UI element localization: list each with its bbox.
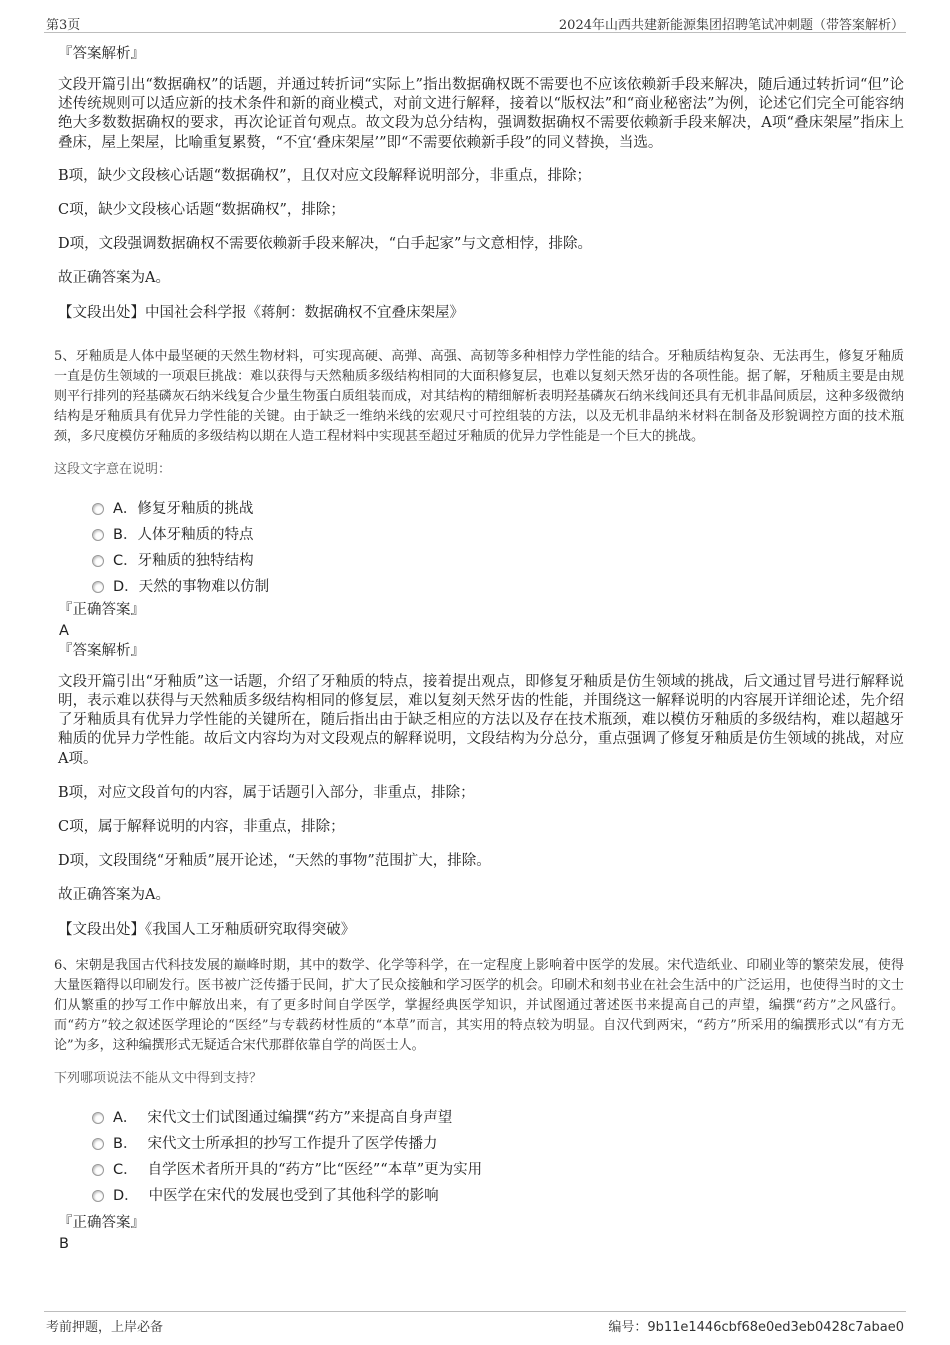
- q6-answer-section: [58, 1213, 904, 1254]
- option-text: 中医学在宋代的发展也受到了其他科学的影响: [148, 1187, 439, 1204]
- question-5: [54, 347, 904, 600]
- option-c[interactable]: [92, 548, 904, 574]
- option-letter: D．: [113, 1187, 139, 1204]
- option-letter: C．: [113, 1161, 138, 1178]
- correct-answer: A: [59, 622, 69, 639]
- analysis-body: 文段开篇引出“牙釉质”这一话题，介绍了牙釉质的特点，接着提出观点，即修复牙釉质是仿生领域的挑战，后文通过冒号进行解释说明，表示难以获得与天然釉质多级结构相同的修复层，难以复刻天然牙齿的性能，并围绕这一解释说明的内容展开详细论述，先介绍了牙釉质具有优异力学性能的关键所在，随后指出由于缺乏相应的方法以及存在技术瓶颈，难以模仿牙釉质的多级结构，难以超越牙釉质的优异力学性能。故后文内容均为对文段观点的解释说明，文段结构为分总分，重点强调了修复牙釉质是仿生领域的挑战，对应A项。: [58, 673, 904, 767]
- question-prompt: 这段文字意在说明：: [54, 461, 172, 477]
- page-header: [44, 10, 906, 33]
- option-a[interactable]: [92, 496, 904, 522]
- option-b[interactable]: [92, 522, 904, 548]
- option-text: 人体牙釉质的特点: [137, 526, 254, 543]
- option-c-note: C项，缺少文段核心话题“数据确权”，排除；: [58, 202, 345, 219]
- option-d[interactable]: [92, 574, 904, 600]
- answer-heading: 『正确答案』: [58, 1214, 145, 1231]
- code-label: 编号：: [608, 1320, 648, 1335]
- option-b-note: B项，对应文段首句的内容，属于话题引入部分，非重点，排除；: [58, 784, 475, 801]
- conclusion: 故正确答案为A。: [58, 270, 170, 287]
- option-c-note: C项，属于解释说明的内容，非重点，排除；: [58, 819, 345, 836]
- answer-heading: 『正确答案』: [58, 601, 145, 618]
- radio-icon[interactable]: [92, 555, 104, 567]
- options-list: [92, 496, 904, 600]
- option-b-note: B项，缺少文段核心话题“数据确权”，且仅对应文段解释说明部分，非重点，排除；: [58, 167, 591, 184]
- q5-answer-section: [58, 600, 904, 940]
- option-a[interactable]: [92, 1105, 904, 1131]
- option-d[interactable]: [92, 1183, 904, 1209]
- option-c[interactable]: [92, 1157, 904, 1183]
- radio-icon[interactable]: [92, 1138, 104, 1150]
- option-text: 修复牙釉质的挑战: [137, 500, 254, 517]
- radio-icon[interactable]: [92, 503, 104, 515]
- option-letter: A．: [113, 1109, 138, 1126]
- option-letter: D．: [113, 578, 139, 595]
- analysis-heading: 『答案解析』: [58, 642, 145, 659]
- correct-answer: B: [59, 1235, 69, 1252]
- page-number: 第3页: [46, 18, 81, 33]
- code-value: 9b11e1446cbf68e0ed3eb0428c7abae0: [647, 1320, 904, 1335]
- option-text: 牙釉质的独特结构: [137, 552, 254, 569]
- analysis-heading: 『答案解析』: [58, 46, 145, 62]
- question-prompt: 下列哪项说法不能从文中得到支持？: [54, 1070, 263, 1086]
- radio-icon[interactable]: [92, 1190, 104, 1202]
- source-note: 【文段出处】《我国人工牙釉质研究取得突破》: [58, 921, 356, 938]
- option-letter: C．: [113, 552, 138, 569]
- footer-slogan: 考前押题，上岸必备: [46, 1320, 164, 1335]
- page-footer: [44, 1311, 906, 1338]
- option-text: 天然的事物难以仿制: [138, 578, 270, 595]
- option-text: 宋代文士们试图通过编撰“药方”来提高自身声望: [147, 1109, 453, 1126]
- radio-icon[interactable]: [92, 581, 104, 593]
- option-d-note: D项，文段围绕“牙釉质”展开论述，“天然的事物”范围扩大，排除。: [58, 853, 491, 870]
- q4-analysis-section: [58, 44, 904, 323]
- option-text: 宋代文士所承担的抄写工作提升了医学传播力: [147, 1135, 438, 1152]
- option-b[interactable]: [92, 1131, 904, 1157]
- source-note: 【文段出处】中国社会科学报《蒋舸：数据确权不宜叠床架屋》: [58, 304, 464, 321]
- analysis-body: 文段开篇引出“数据确权”的话题，并通过转折词“实际上”指出数据确权既不需要也不应该依赖新手段来解决，随后通过转折词“但”论述传统规则可以适应新的技术条件和新的商业模式，对前文进行解释，接着以“版权法”和“商业秘密法”为例，论述它们完全可能容纳绝大多数数据确权的要求，再次论证首句观点。故文段为总分结构，强调数据确权不需要依赖新手段来解决，A项“叠床架屋”指床上叠床，屋上架屋，比喻重复累赘，“不宜‘叠床架屋’”即“不需要依赖新手段”的同义替换，当选。: [58, 77, 904, 151]
- option-letter: A．: [113, 500, 138, 517]
- options-list: [92, 1105, 904, 1209]
- page-content: [54, 44, 904, 1254]
- option-letter: B．: [113, 1135, 138, 1152]
- option-text: 自学医术者所开具的“药方”比“医经”“本草”更为实用: [147, 1161, 483, 1178]
- question-stem: 6、宋朝是我国古代科技发展的巅峰时期，其中的数学、化学等科学，在一定程度上影响着中医学的发展。宋代造纸业、印刷业等的繁荣发展，使得大量医籍得以印刷发行。医书被广泛传播于民间，扩大了民众接触和学习医学的机会。印刷术和刻书业在社会生活中的广泛运用，也使得当时的文士们从繁重的抄写工作中解放出来，有了更多时间自学医学，掌握经典医学知识，并试图通过著述医书来提高自己的声望，编撰“药方”之风盛行。而“药方”较之叙述医学理论的“医经”与专载药材性质的“本草”而言，其实用的特点较为明显。自汉代到两宋，“药方”所采用的编撰形式以“有方无论”为多，这种编撰形式无疑适合宋代那群依靠自学的尚医士人。: [54, 957, 904, 1053]
- radio-icon[interactable]: [92, 1112, 104, 1124]
- document-title: 2024年山西共建新能源集团招聘笔试冲刺题（带答案解析）: [558, 18, 904, 33]
- conclusion: 故正确答案为A。: [58, 887, 170, 904]
- question-stem: 5、牙釉质是人体中最坚硬的天然生物材料，可实现高硬、高弹、高强、高韧等多种相悖力学性能的结合。牙釉质结构复杂、无法再生，修复牙釉质一直是仿生领域的一项艰巨挑战：难以获得与天然釉质多级结构相同的大面积修复层，也难以复刻天然牙齿的各项性能。据了解，牙釉质主要是由规则平行排列的羟基磷灰石纳米线复合少量生物蛋白质组装而成，对其结构的精细解析表明羟基磷灰石纳米线间还具有无机非晶间质层，这种多级微纳结构是牙釉质具有优异力学性能的关键。由于缺乏一维纳米线的宏观尺寸可控组装的方法，以及无机非晶纳米材料在制备及形貌调控方面的技术瓶颈，多尺度模仿牙釉质的多级结构以期在人造工程材料中实现甚至超过牙釉质的优异力学性能是一个巨大的挑战。: [54, 348, 904, 444]
- radio-icon[interactable]: [92, 1164, 104, 1176]
- question-6: [54, 956, 904, 1209]
- radio-icon[interactable]: [92, 529, 104, 541]
- option-d-note: D项，文段强调数据确权不需要依赖新手段来解决，“白手起家”与文意相悖，排除。: [58, 236, 592, 253]
- document-code: [608, 1316, 904, 1335]
- option-letter: B．: [113, 526, 138, 543]
